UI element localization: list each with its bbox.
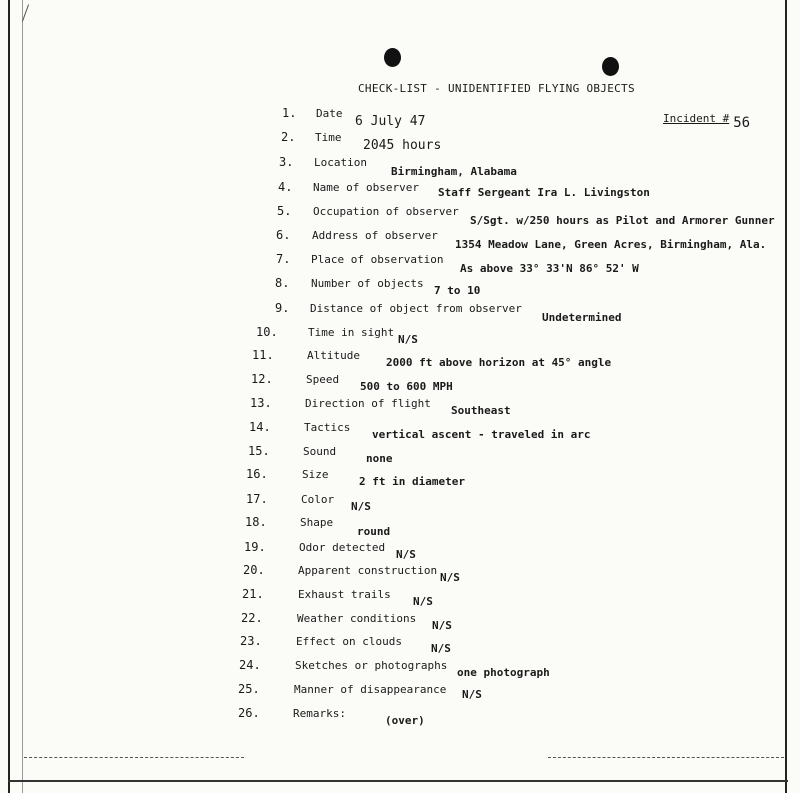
item-value: N/S xyxy=(351,500,371,513)
page-title: CHECK-LIST - UNIDENTIFIED FLYING OBJECTS xyxy=(358,82,635,95)
item-value: N/S xyxy=(462,688,482,701)
item-number: 26. xyxy=(238,706,260,720)
punch-hole-left xyxy=(384,48,401,67)
item-number: 14. xyxy=(249,420,271,434)
item-label: Weather conditions xyxy=(297,612,417,625)
item-number: 16. xyxy=(246,467,268,481)
item-value: round xyxy=(357,525,391,538)
item-label: Effect on clouds xyxy=(296,635,402,648)
item-number: 18. xyxy=(245,515,267,529)
item-value: N/S xyxy=(398,333,418,346)
item-number: 22. xyxy=(241,611,263,625)
dashed-rule-left xyxy=(24,757,244,758)
dashed-rule-right xyxy=(548,757,784,758)
scan-border-bottom xyxy=(8,780,788,782)
item-value: none xyxy=(366,452,393,465)
item-value: 2 ft in diameter xyxy=(359,475,465,488)
item-number: 9. xyxy=(275,301,290,315)
item-number: 23. xyxy=(240,634,262,648)
item-value: 6 July 47 xyxy=(355,114,426,129)
item-value: 2045 hours xyxy=(363,138,442,153)
item-number: 24. xyxy=(239,658,261,672)
item-label: Exhaust trails xyxy=(298,588,391,601)
item-value: Birmingham, Alabama xyxy=(391,165,517,178)
item-label: Altitude xyxy=(307,349,360,362)
item-label: Odor detected xyxy=(299,541,386,554)
item-number: 17. xyxy=(246,492,268,506)
item-number: 2. xyxy=(281,130,296,144)
item-number: 10. xyxy=(256,325,278,339)
punch-hole-right xyxy=(602,57,619,76)
item-number: 20. xyxy=(243,563,265,577)
item-label: Place of observation xyxy=(311,253,444,266)
item-number: 25. xyxy=(238,682,260,696)
item-number: 21. xyxy=(242,587,264,601)
item-number: 11. xyxy=(252,348,274,362)
item-label: Location xyxy=(314,156,367,169)
item-value: 2000 ft above horizon at 45° angle xyxy=(386,356,612,369)
item-value: N/S xyxy=(396,548,416,561)
item-label: Speed xyxy=(306,373,340,386)
item-number: 7. xyxy=(276,252,291,266)
item-label: Name of observer xyxy=(313,181,419,194)
item-value: N/S xyxy=(432,619,452,632)
item-label: Direction of flight xyxy=(305,397,431,410)
scan-mark xyxy=(22,4,29,21)
item-value: (over) xyxy=(385,714,425,727)
incident-label: Incident # xyxy=(663,112,730,125)
item-value: Southeast xyxy=(451,404,511,417)
item-label: Tactics xyxy=(304,421,351,434)
item-label: Date xyxy=(316,107,343,120)
item-label: Occupation of observer xyxy=(313,205,459,218)
item-number: 5. xyxy=(277,204,292,218)
item-label: Manner of disappearance xyxy=(294,683,447,696)
item-value: As above 33° 33'N 86° 52' W xyxy=(460,262,639,275)
item-value: vertical ascent - traveled in arc xyxy=(372,428,591,441)
item-value: N/S xyxy=(413,595,433,608)
item-value: 500 to 600 MPH xyxy=(360,380,453,393)
item-label: Address of observer xyxy=(312,229,438,242)
item-label: Shape xyxy=(300,516,334,529)
item-label: Sound xyxy=(303,445,337,458)
item-value: Undetermined xyxy=(542,311,622,324)
scan-border-left xyxy=(8,0,10,793)
item-number: 1. xyxy=(282,106,297,120)
item-value: one photograph xyxy=(457,666,550,679)
item-value: 1354 Meadow Lane, Green Acres, Birmingham, Ala. xyxy=(455,238,767,251)
item-number: 3. xyxy=(279,155,294,169)
item-number: 19. xyxy=(244,540,266,554)
item-number: 15. xyxy=(248,444,270,458)
item-label: Remarks: xyxy=(293,707,346,720)
item-value: N/S xyxy=(440,571,460,584)
item-number: 8. xyxy=(275,276,290,290)
item-value: 7 to 10 xyxy=(434,284,481,297)
item-label: Color xyxy=(301,493,335,506)
item-label: Size xyxy=(302,468,329,481)
item-value: N/S xyxy=(431,642,451,655)
item-number: 6. xyxy=(276,228,291,242)
item-value: Staff Sergeant Ira L. Livingston xyxy=(438,186,650,199)
item-label: Distance of object from observer xyxy=(310,302,522,315)
item-label: Number of objects xyxy=(311,277,424,290)
item-label: Time in sight xyxy=(308,326,395,339)
incident-value: 56 xyxy=(733,115,751,131)
item-number: 13. xyxy=(250,396,272,410)
item-number: 4. xyxy=(278,180,293,194)
item-label: Sketches or photographs xyxy=(295,659,448,672)
scan-border-right xyxy=(785,0,787,793)
incident-number xyxy=(663,110,751,131)
item-label: Time xyxy=(315,131,342,144)
scan-border-left-inner xyxy=(22,0,23,793)
item-label: Apparent construction xyxy=(298,564,438,577)
item-number: 12. xyxy=(251,372,273,386)
item-value: S/Sgt. w/250 hours as Pilot and Armorer Gunner xyxy=(470,214,775,227)
